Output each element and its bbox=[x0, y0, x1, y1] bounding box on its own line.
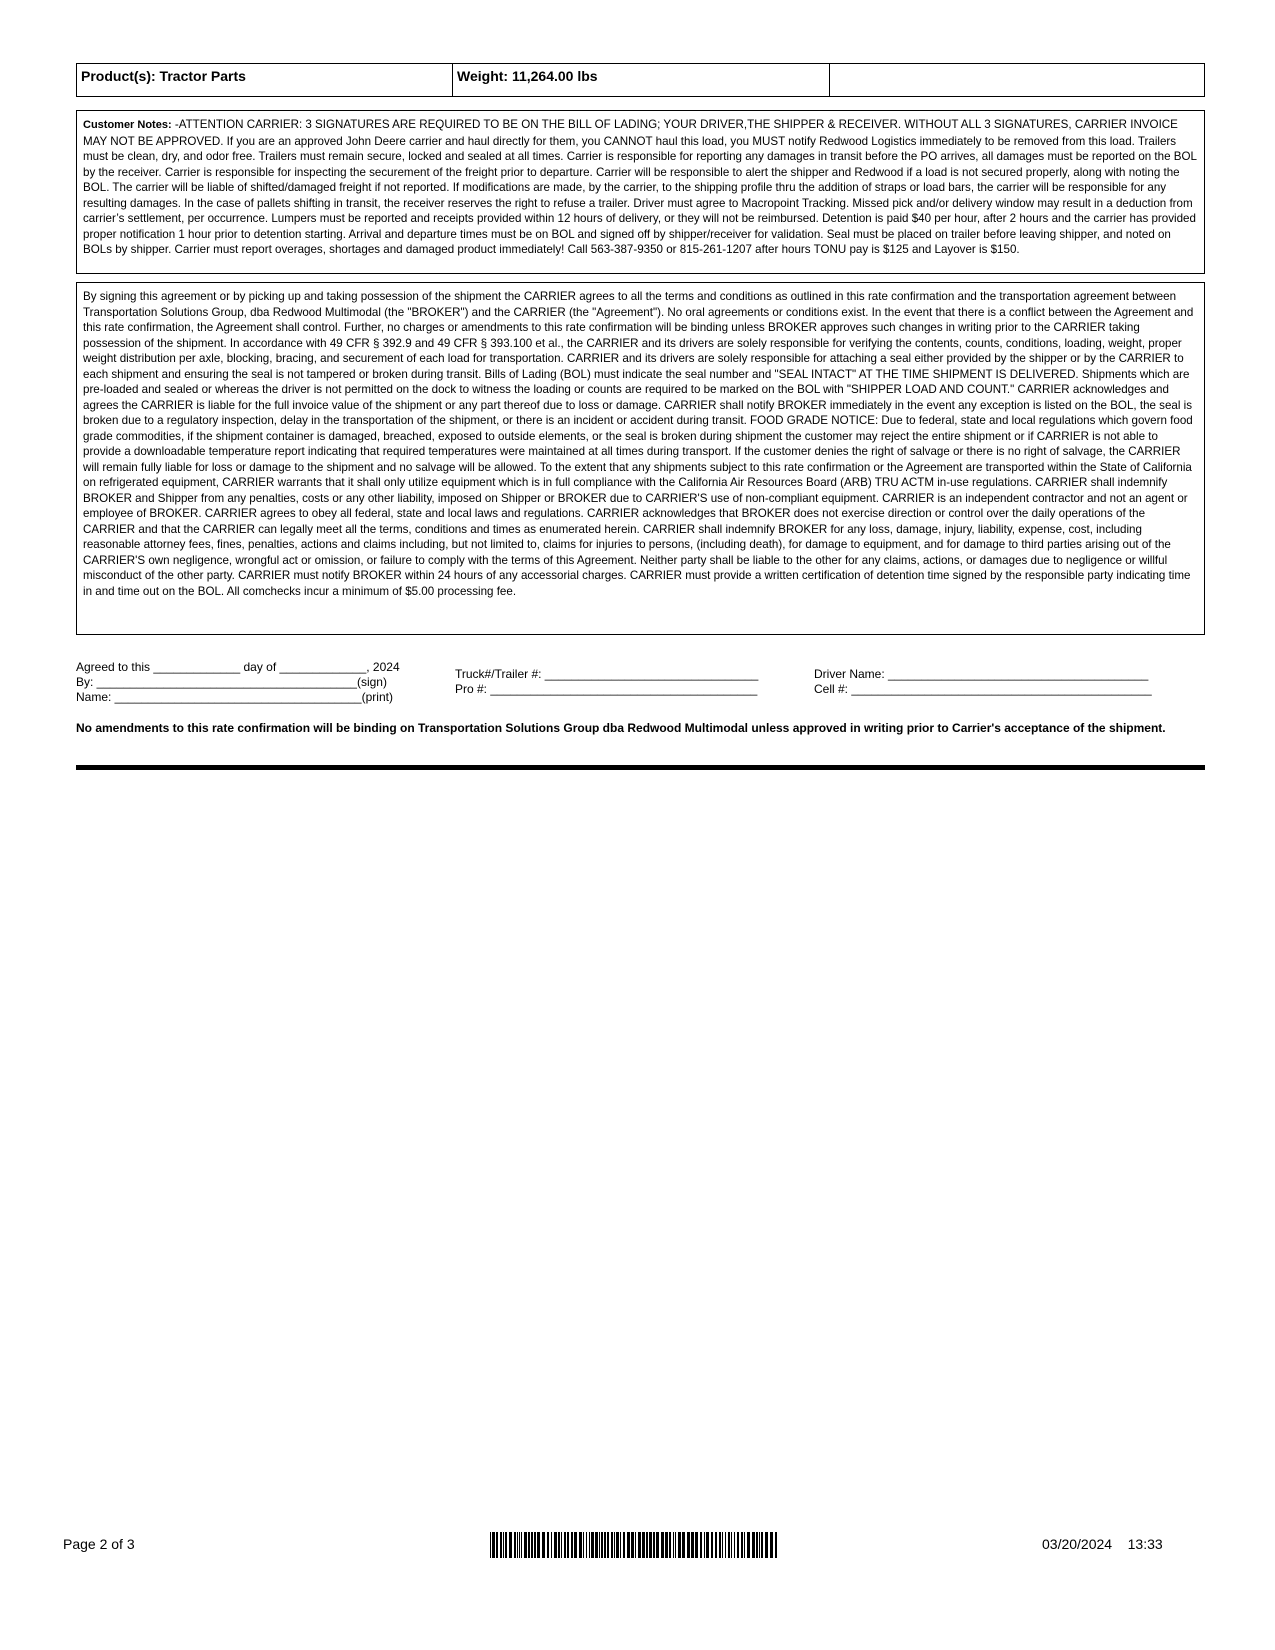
truck-trailer-line: Truck#/Trailer #: ________________________________ bbox=[455, 667, 759, 681]
weight-cell: Weight: 11,264.00 lbs bbox=[453, 64, 830, 96]
empty-cell bbox=[830, 64, 1204, 96]
terms-box: By signing this agreement or by picking up and taking possession of the shipment the CARRIER agrees to all the terms and conditions as outlined in this rate confirmation and the transportation agreement between Transportation Solutions Group, dba Redwood Multimodal (the "BROKER") and the CARRIER (the "Agreement"). No oral agreements or conditions exist. In the event that there is a conflict between the Agreement and this rate confirmation, the Agreement shall control. Further, no charges or amendments to this rate confirmation will be binding unless BROKER approves such changes in writing prior to the CARRIER taking possession of the shipment. In accordance with 49 CFR § 392.9 and 49 CFR § 393.100 et al., the CARRIER and its drivers are solely responsible for verifying the contents, counts, conditions, loading, weight, proper weight distribution per axle, blocking, bracing, and securement of each load for transportation. CARRIER and its drivers are solely responsible for attaching a seal either provided by the shipper or by the CARRIER to each shipment and ensuring the seal is not tampered or broken during transit. Bills of Lading (BOL) must indicate the seal number and "SEAL INTACT" AT THE TIME SHIPMENT IS DELIVERED. Shipments which are pre-loaded and sealed or whereas the driver is not permitted on the dock to witness the loading or counts are required to be marked on the BOL with "SHIPPER LOAD AND COUNT." CARRIER acknowledges and agrees the CARRIER is liable for the full invoice value of the shipment or any part thereof due to loss or damage. CARRIER shall notify BROKER immediately in the event any exception is listed on the BOL, the seal is broken due to a regulatory inspection, delay in the transportation of the shipment, or there is an incident or accident during transit. FOOD GRADE NOTICE: Due to federal, state and local regulations which govern food grade commodities, if the shipment container is damaged, breached, exposed to outside elements, or the seal is broken during shipment the customer may reject the entire shipment or if CARRIER is not able to provide a downloadable temperature report indicating that required temperatures were maintained at all times during transport. If the customer denies the right of salvage or there is no right of salvage, the CARRIER will remain fully liable for loss or damage to the shipment and no salvage will be allowed. To the extent that any shipments subject to this rate confirmation or the Agreement are transported within the State of California on refrigerated equipment, CARRIER warrants that it shall only utilize equipment which is in full compliance with the California Air Resources Board (ARB) TRU ACTM in-use regulations. CARRIER shall indemnify BROKER and Shipper from any penalties, costs or any other liability, imposed on Shipper or BROKER due to CARRIER'S use of non-compliant equipment. CARRIER is an independent contractor and not an agent or employee of BROKER. CARRIER agrees to obey all federal, state and local laws and regulations. CARRIER acknowledges that BROKER does not exercise direction or control over the daily operations of the CARRIER and that the CARRIER can legally meet all the terms, conditions and times as enumerated herein. CARRIER shall indemnify BROKER for any loss, damage, injury, liability, expense, cost, including reasonable attorney fees, fines, penalties, actions and claims including, but not limited to, claims for injuries to persons, (including death), for damage to equipment, and for damage to third parties arising out of the CARRIER'S own negligence, wrongful act or omission, or failure to comply with the terms of this Agreement. Neither party shall be liable to the other for any claims, actions, or damages due to negligence or willful misconduct of the other party. CARRIER must notify BROKER within 24 hours of any accessorial charges. CARRIER must provide a written certification of detention time signed by the responsible party indicating time in and time out on the BOL. All comchecks incur a minimum of $5.00 processing fee. bbox=[76, 282, 1205, 635]
products-cell: Product(s): Tractor Parts bbox=[77, 64, 453, 96]
customer-notes-label: Customer Notes: bbox=[83, 119, 172, 131]
agreed-line: Agreed to this _____________ day of _____________, 2024 bbox=[76, 660, 400, 674]
divider-rule bbox=[76, 765, 1205, 770]
cell-line: Cell #: _____________________________________________ bbox=[814, 682, 1152, 696]
page-number: Page 2 of 3 bbox=[63, 1536, 135, 1552]
customer-notes-text: -ATTENTION CARRIER: 3 SIGNATURES ARE REQUIRED TO BE ON THE BILL OF LADING; YOUR DRIVER,THE SHIPPER & RECEIVER. WITHOUT ALL 3 SIGNATURES, CARRIER INVOICE MAY NOT BE APPROVED. If you are an approved John Deere carrier and haul directly for them, you CANNOT haul this load, you MUST notify Redwood Logistics immediately to be removed from this load. Trailers must be clean, dry, and odor free. Trailers must remain secure, locked and sealed at all times. Carrier is responsible for reporting any damages in transit before the PO arrives, all damages must be reported on the BOL by the receiver. Carrier is responsible for inspecting the securement of the freight prior to departure. Carrier will be responsible to alert the shipper and Redwood if a load is not secured properly, along with noting the BOL. The carrier will be liable of shifted/damaged freight if not reported. If modifications are made, by the carrier, to the shipping profile thru the addition of straps or load bars, the carrier will be responsible for any resulting damages. In the case of pallets shifting in transit, the receiver reserves the right to refuse a trailer. Driver must agree to Macropoint Tracking. Missed pick and/or delivery window may result in a deduction from carrier’s settlement, per occurrence. Lumpers must be reported and receipts provided within 12 hours of delivery, or they will not be reimbursed. Detention is paid $40 per hour, after 2 hours and the carrier has provided proper notification 1 hour prior to detention starting. Arrival and departure times must be on BOL and signed off by shipper/receiver for validation. Seal must be placed on trailer before leaving shipper, and noted on BOLs by shipper. Carrier must report overages, shortages and damaged product immediately! Call 563-387-9350 or 815-261-1207 after hours TONU pay is $125 and Layover is $150. bbox=[83, 118, 1197, 256]
name-print-line: Name: _____________________________________(print) bbox=[76, 690, 393, 704]
barcode-icon bbox=[490, 1532, 778, 1558]
product-table bbox=[76, 63, 1205, 97]
amendment-notice: No amendments to this rate confirmation will be binding on Transportation Solutions Group dba Redwood Multimodal unless approved in writing prior to Carrier's acceptance of the shipment. bbox=[76, 721, 1166, 735]
print-datetime: 03/20/2024 13:33 bbox=[1042, 1536, 1163, 1552]
driver-name-line: Driver Name: _______________________________________ bbox=[814, 667, 1149, 681]
by-sign-line: By: _______________________________________(sign) bbox=[76, 675, 387, 689]
pro-line: Pro #: ________________________________________ bbox=[455, 682, 758, 696]
customer-notes-box bbox=[76, 110, 1205, 274]
signature-block bbox=[76, 660, 1205, 710]
